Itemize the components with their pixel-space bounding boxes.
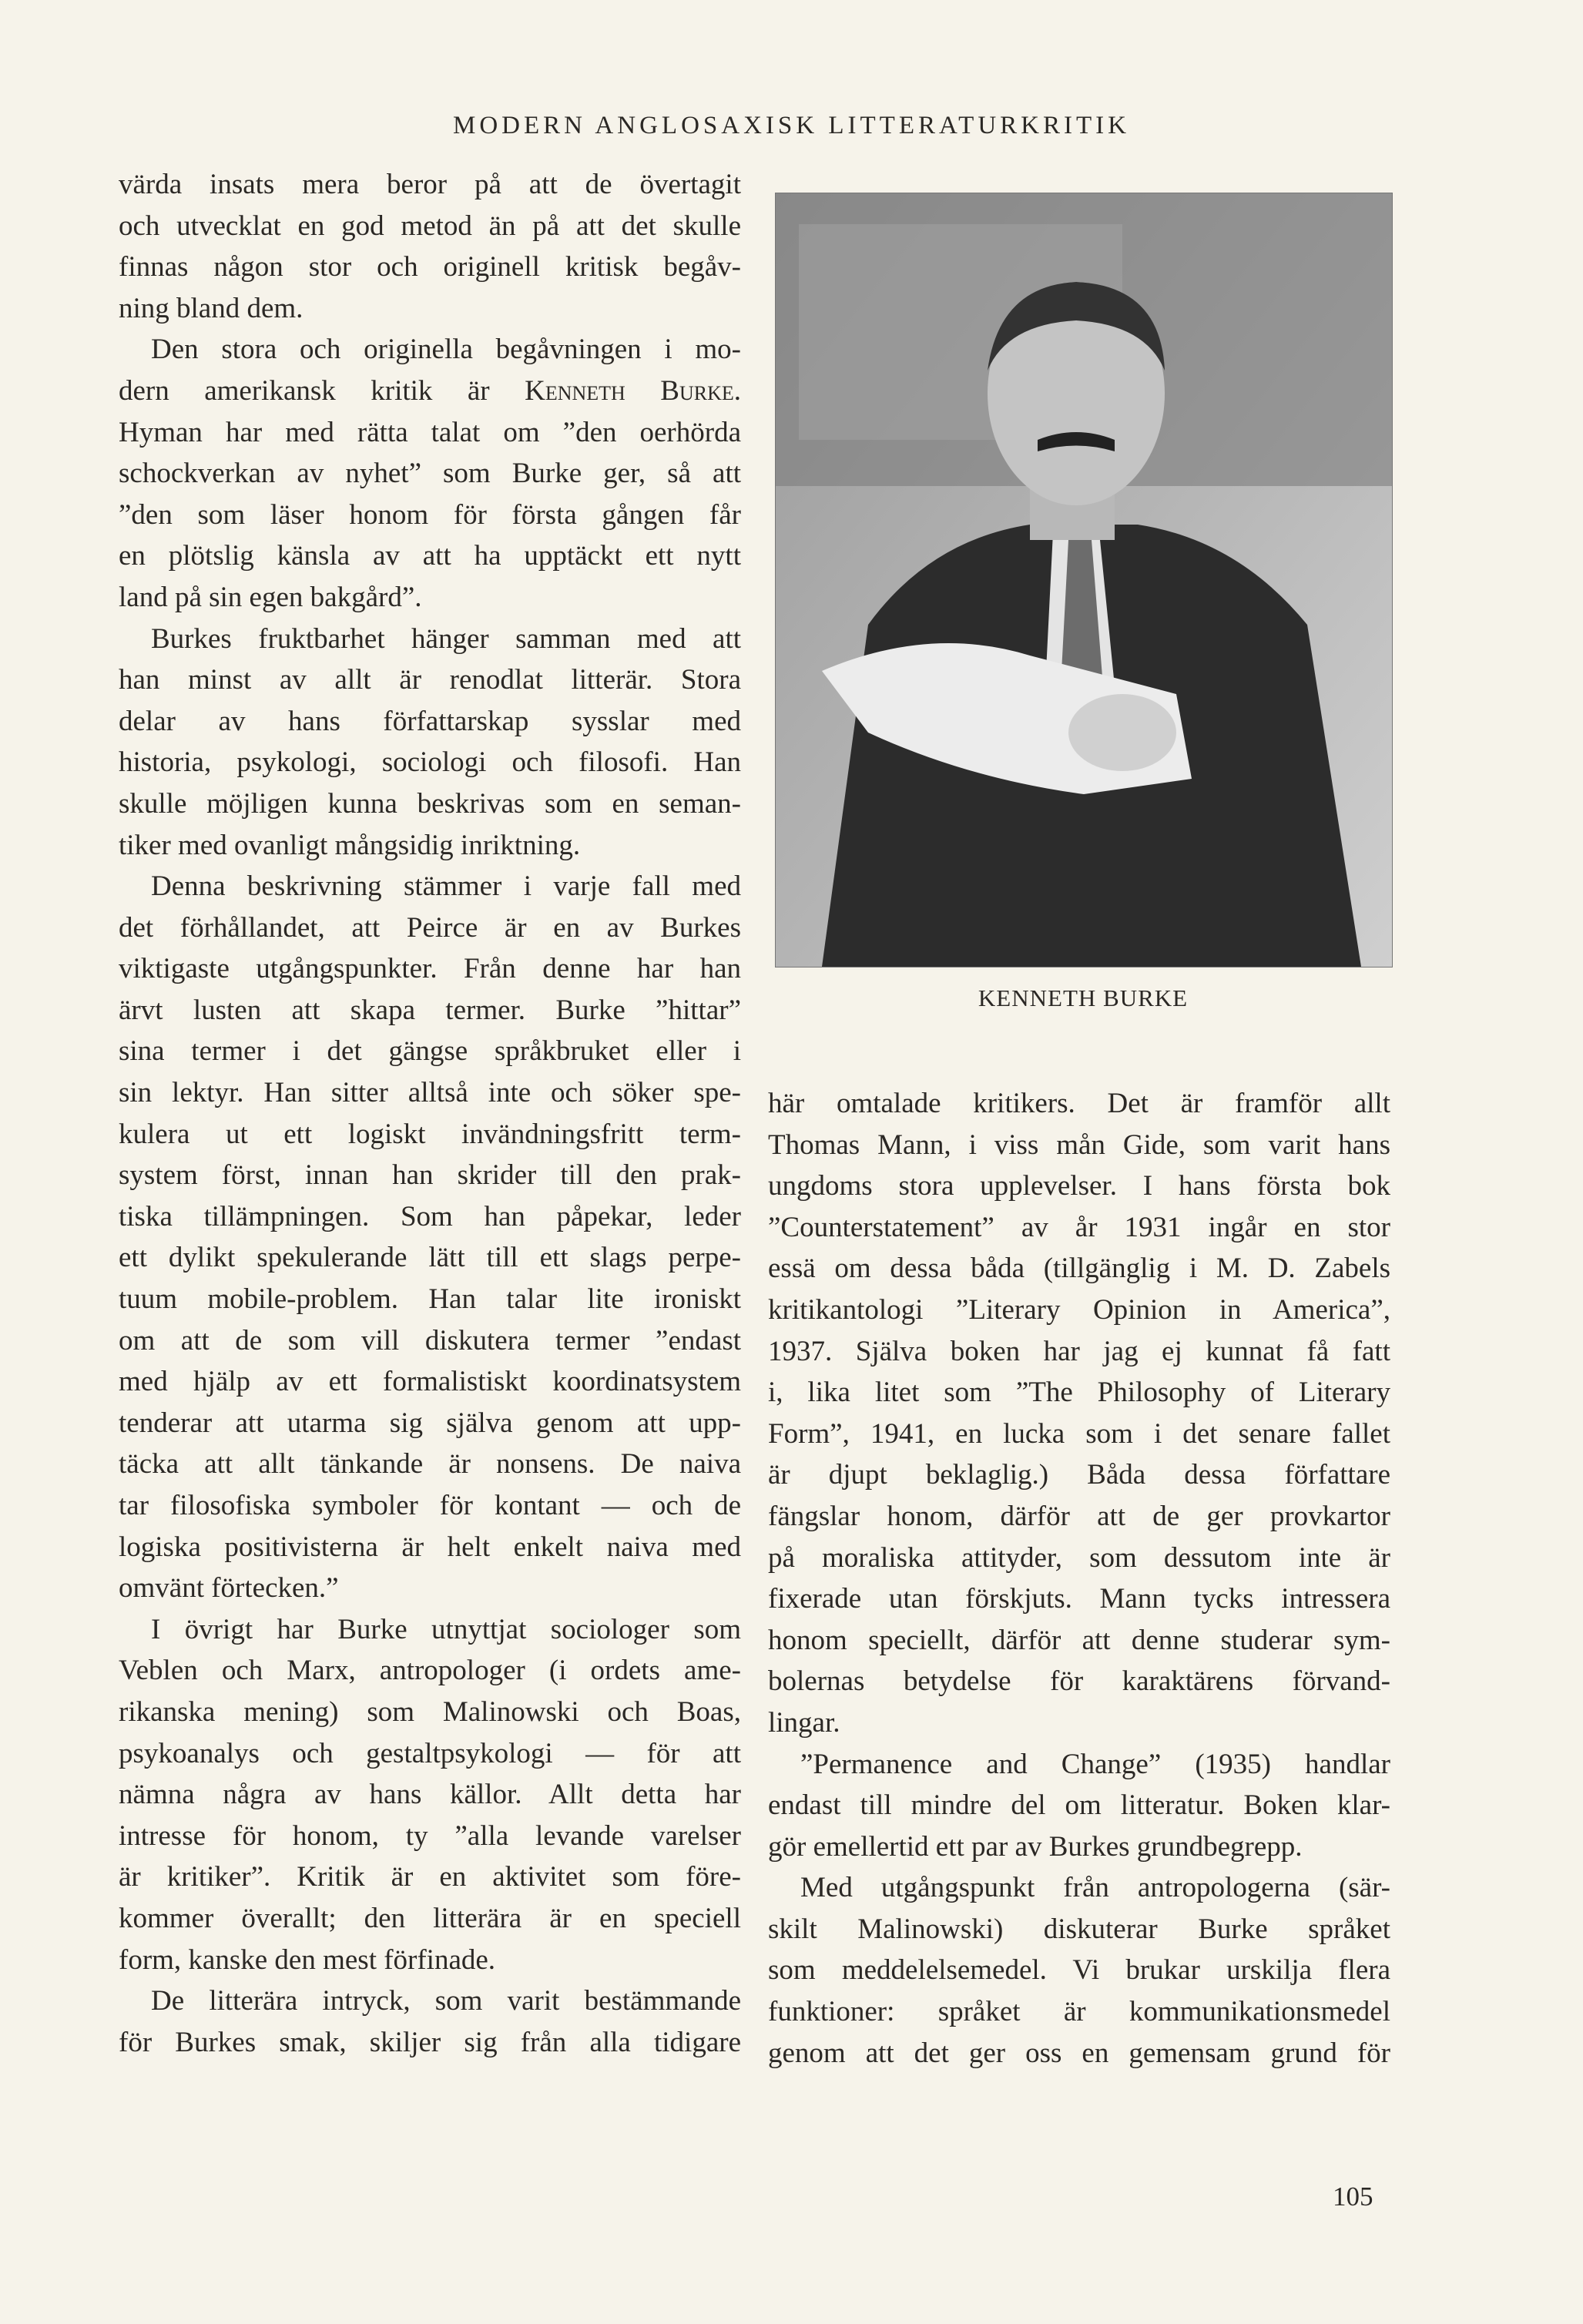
text-line [768,1578,1390,1620]
text-line [768,1538,1390,1579]
text-line-content: gör emellertid ett par av Burkes grundbegrepp. [768,1830,1303,1863]
left-text-column [119,164,741,2063]
text-line [768,1248,1390,1289]
text-line-content: historia, psykologi, sociologi och filosofi. Han [119,746,741,779]
text-line-content: med hjälp av ett formalistiskt koordinatsystem [119,1366,741,1398]
text-line [119,1898,741,1940]
text-line-content: system först, innan han skrider till den prak- [119,1159,741,1192]
text-line-content: skulle möjligen kunna beskrivas som en seman- [119,787,741,820]
text-line-content: bolernas betydelse för karaktärens förvand- [768,1665,1390,1698]
text-line-content: finnas någon stor och originell kritisk begåv- [119,251,741,283]
text-line [768,1826,1390,1868]
text-line-content: ungdoms stora upplevelser. I hans första bok [768,1170,1390,1202]
text-line-content: 1937. Själva boken har jag ej kunnat få fatt [768,1335,1390,1367]
text-line-content: rikanska mening) som Malinowski och Boas, [119,1695,741,1728]
text-line [119,1692,741,1733]
text-line [768,1165,1390,1207]
text-line [768,1991,1390,2033]
text-line [119,1816,741,1857]
right-text-column [768,1083,1390,2074]
text-line [119,164,741,206]
text-line [768,1950,1390,1991]
text-line [119,1031,741,1072]
text-line-content: essä om dessa båda (tillgänglig i M. D. Zabels [768,1253,1390,1285]
text-line-content: form, kanske den mest förfinade. [119,1943,496,1976]
text-line [119,990,741,1031]
text-line [119,371,741,412]
text-line-content: ”Permanence and Change” (1935) handlar [800,1748,1390,1780]
text-line-content: logiska positivisterna är helt enkelt naiva med [119,1531,741,1563]
text-line [119,1403,741,1444]
text-line [768,1744,1390,1786]
text-line [119,1650,741,1692]
text-line-content: och utvecklat en god metod än på att det skulle [119,210,741,242]
text-line [119,535,741,577]
text-line-content: ärvt lusten att skapa termer. Burke ”hittar” [119,994,741,1026]
text-line-content: viktigaste utgångspunkter. Från denne har han [119,953,741,985]
text-line [119,1320,741,1362]
text-line-content: funktioner: språket är kommunikationsmedel [768,1996,1390,2028]
text-line [119,1485,741,1527]
text-line-content: tiker med ovanligt mångsidig inriktning. [119,829,581,861]
text-line [119,1196,741,1238]
text-line-content: omvänt förtecken.” [119,1572,339,1605]
text-line [119,288,741,330]
text-line [119,907,741,949]
text-line [768,1785,1390,1826]
text-line [768,1496,1390,1538]
text-line [119,1155,741,1196]
text-line [119,1856,741,1898]
text-line [119,1733,741,1775]
text-line-content: genom att det ger oss en gemensam grund för [768,2037,1390,2069]
text-line [119,1114,741,1155]
running-header: MODERN ANGLOSAXISK LITTERATURKRITIK [453,112,1130,139]
text-line-content: som meddelelsemedel. Vi brukar urskilja flera [768,1954,1390,1987]
text-line-content: Burkes fruktbarhet hänger samman med att [151,622,741,655]
text-line [768,1125,1390,1166]
text-line-content: Thomas Mann, i viss mån Gide, som varit hans [768,1128,1390,1161]
text-line [119,948,741,990]
text-line [119,577,741,619]
text-line [119,1279,741,1320]
text-line-content: här omtalade kritikers. Det är framför allt [768,1088,1390,1119]
text-line-content: kommer överallt; den litterära är en speciell [119,1902,741,1934]
text-line-content: Denna beskrivning stämmer i varje fall med [151,870,741,903]
text-line-content: Veblen och Marx, antropologer (i ordets ame- [119,1655,741,1687]
text-line [119,742,741,783]
text-line [768,2033,1390,2074]
text-line [119,1237,741,1279]
text-line [768,1083,1390,1125]
text-line-content: Den stora och originella begåvningen i mo- [151,334,741,366]
text-line-content: tiska tillämpningen. Som han påpekar, leder [119,1200,741,1232]
text-line [119,1444,741,1485]
text-line [768,1414,1390,1455]
text-line-content: honom speciellt, därför att denne studerar sym- [768,1624,1390,1656]
text-line [119,1980,741,2022]
text-line-content: lingar. [768,1706,840,1739]
text-line-content: schockverkan av nyhet” som Burke ger, så att [119,458,741,490]
page-number: 105 [1333,2181,1373,2212]
small-caps-name: Kenneth Burke. [525,374,741,407]
text-line-content: kritikantologi ”Literary Opinion in America”, [768,1293,1390,1326]
text-line [119,783,741,825]
text-line [768,1909,1390,1950]
text-line-content: fängslar honom, därför att de ger provkartor [768,1500,1390,1532]
text-line [119,1361,741,1403]
photo-caption: KENNETH BURKE [978,984,1189,1011]
text-line [119,1568,741,1609]
text-line [119,412,741,454]
text-line-content: värda insats mera beror på att de övertagit [119,169,741,200]
text-line [119,1774,741,1816]
text-line [119,246,741,288]
text-line [119,825,741,867]
text-line [768,1620,1390,1662]
text-line-content: tar filosofiska symboler för kontant — och de [119,1490,741,1521]
text-line [768,1331,1390,1373]
text-line-content: fixerade utan förskjuts. Mann tycks intressera [768,1583,1390,1615]
text-line-content: för Burkes smak, skiljer sig från alla tidigare [119,2026,741,2058]
text-line [768,1289,1390,1331]
text-line-content: kulera ut ett logiskt invändningsfritt term- [119,1118,741,1150]
text-line-content: ”Counterstatement” av år 1931 ingår en stor [768,1211,1390,1243]
text-line [768,1702,1390,1744]
text-line-content: ”den som läser honom för första gången får [119,498,741,531]
text-line-content: Hyman har med rätta talat om ”den oerhörda [119,416,741,448]
text-line [119,1940,741,1981]
text-line-content: Form”, 1941, en lucka som i det senare fallet [768,1417,1390,1450]
text-line-content: ett dylikt spekulerande lätt till ett slags perpe- [119,1242,741,1274]
text-line-content: om att de som vill diskutera termer ”endast [119,1324,741,1357]
text-line [119,453,741,495]
text-line-content: tenderar att utarma sig själva genom att upp- [119,1407,741,1439]
text-line-content: på moraliska attityder, som dessutom inte är [768,1541,1390,1574]
text-line-content: endast till mindre del om litteratur. Boken klar- [768,1789,1390,1822]
text-line [768,1661,1390,1702]
text-line-content: tuum mobile-problem. Han talar lite ironiskt [119,1283,741,1316]
text-line-content: delar av hans författarskap sysslar med [119,705,741,737]
text-line-content: Med utgångspunkt från antropologerna (sär- [800,1872,1390,1904]
text-line-content: skilt Malinowski) diskuterar Burke språket [768,1913,1390,1945]
portrait-image [776,193,1392,967]
text-line [119,206,741,247]
text-line-content: är djupt beklaglig.) Båda dessa författare [768,1459,1390,1491]
text-line [119,1072,741,1114]
text-line-content: sin lektyr. Han sitter alltså inte och söker spe- [119,1077,741,1109]
text-line-content: psykoanalys och gestaltpsykologi — för att [119,1737,741,1769]
text-line-content: dern amerikansk kritik är [119,374,525,407]
text-line-content: intresse för honom, ty ”alla levande varelser [119,1819,741,1852]
text-line-content: en plötslig känsla av att ha upptäckt ett nytt [119,540,741,572]
text-line-content: ning bland dem. [119,292,304,324]
text-line [119,495,741,536]
text-line-content: är kritiker”. Kritik är en aktivitet som före- [119,1861,741,1893]
text-line [119,329,741,371]
text-line-content: täcka att allt tänkande är nonsens. De naiva [119,1448,741,1481]
text-line [119,1527,741,1568]
text-line-content: sina termer i det gängse språkbruket eller i [119,1035,741,1068]
text-line [119,619,741,660]
text-line [768,1867,1390,1909]
text-line [119,659,741,701]
text-line [119,1609,741,1651]
text-line [768,1207,1390,1249]
text-line-content: I övrigt har Burke utnyttjat sociologer som [151,1613,741,1645]
text-line [119,701,741,743]
text-line-content: De litterära intryck, som varit bestämmande [151,1985,741,2017]
text-line [119,2022,741,2064]
text-line-content: i, lika litet som ”The Philosophy of Literary [768,1377,1390,1409]
text-line [768,1454,1390,1496]
text-line-content: han minst av allt är renodlat litterär. Stora [119,664,741,696]
portrait-photo [775,193,1393,967]
text-line [768,1372,1390,1414]
text-line [119,866,741,907]
text-line-content: det förhållandet, att Peirce är en av Burkes [119,911,741,944]
text-line-content: land på sin egen bakgård”. [119,581,422,613]
text-line-content: nämna några av hans källor. Allt detta har [119,1779,741,1811]
